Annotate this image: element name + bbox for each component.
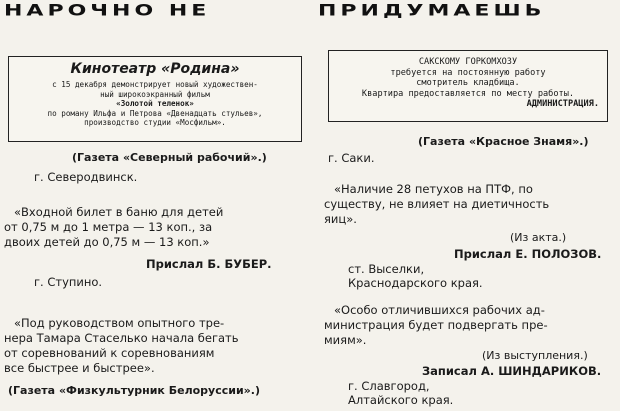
- place-saki: г. Саки.: [328, 151, 375, 165]
- source-krasnoe-znamya: (Газета «Красное Знамя».): [418, 135, 589, 148]
- place-severodvinsk: г. Северодвинск.: [34, 170, 138, 184]
- source-severny-rabochy: (Газета «Северный рабочий».): [72, 151, 267, 164]
- quote-roosters-line: «Наличие 28 петухов на ПТФ, по: [334, 182, 533, 196]
- sender-buber: Прислал Б. БУБЕР.: [146, 257, 272, 271]
- place-vyselki: ст. Выселки,: [348, 262, 425, 276]
- right-column: [314, 0, 614, 411]
- source-akt: (Из акта.): [510, 231, 567, 244]
- cemetery-ad-line: САКСКОМУ ГОРКОМХОЗУ: [418, 57, 518, 67]
- sender-polozov: Прислал Е. ПОЛОЗОВ.: [454, 247, 602, 261]
- cemetery-ad-line: Квартира предоставляется по месту работы.: [361, 88, 575, 99]
- cinema-ad-line: по роману Ильфа и Петрова «Двенадцать стульев»,: [47, 108, 263, 118]
- source-fizkulturnik: (Газета «Физкультурник Белоруссии».): [8, 384, 260, 397]
- quote-roosters-line: яиц».: [324, 212, 357, 226]
- quote-workers-line: министрация будет подвергать пре-: [324, 318, 548, 332]
- cemetery-ad-box: [328, 50, 608, 122]
- cinema-ad-title: Кинотеатр «Родина»: [70, 61, 240, 77]
- cemetery-ad-admin: АДМИНИСТРАЦИЯ.: [526, 99, 599, 109]
- cinema-ad-line: с 15 декабря демонстрирует новый художествен-: [52, 80, 258, 89]
- cinema-ad-line: производство студии «Мосфильм».: [84, 118, 226, 127]
- place-stupino: г. Ступино.: [34, 275, 103, 289]
- sender-shindarikov: Записал А. ШИНДАРИКОВ.: [422, 364, 602, 378]
- heading-left: НАРОЧНО НЕ: [4, 2, 211, 20]
- cinema-ad-line: «Золотой теленок»: [116, 99, 194, 108]
- source-vystuplenie: (Из выступления.): [482, 349, 588, 362]
- quote-bath-line: двоих детей до 0,75 м — 13 коп.»: [4, 235, 210, 249]
- quote-workers-line: «Особо отличившихся рабочих ад-: [334, 303, 545, 317]
- place-altai: Алтайского края.: [348, 393, 454, 407]
- quote-trainer-line: от соревнований к соревнованиям: [4, 346, 215, 360]
- quote-bath-line: от 0,75 м до 1 метра — 13 коп., за: [4, 220, 213, 234]
- cinema-ad-box: [8, 56, 302, 142]
- quote-trainer-line: все быстрее и быстрее».: [4, 361, 155, 375]
- left-column: [4, 0, 304, 411]
- cemetery-ad-line: требуется на постоянную работу: [390, 67, 546, 78]
- quote-bath-line: «Входной билет в баню для детей: [14, 205, 224, 219]
- heading-right: ПРИДУМАЕШЬ: [318, 2, 546, 20]
- quote-trainer-line: нера Тамара Стаселько начала бегать: [4, 331, 239, 345]
- place-krasnodar: Краснодарского края.: [348, 276, 483, 290]
- place-slavgorod: г. Славгород,: [348, 379, 430, 393]
- cinema-ad-line: ный широкоэкранный фильм: [100, 89, 210, 99]
- quote-trainer-line: «Под руководством опытного тре-: [14, 316, 225, 330]
- quote-workers-line: миям».: [324, 333, 367, 347]
- quote-roosters-line: существу, не влияет на диетичность: [324, 197, 550, 211]
- cemetery-ad-line: смотритель кладбища.: [416, 78, 520, 88]
